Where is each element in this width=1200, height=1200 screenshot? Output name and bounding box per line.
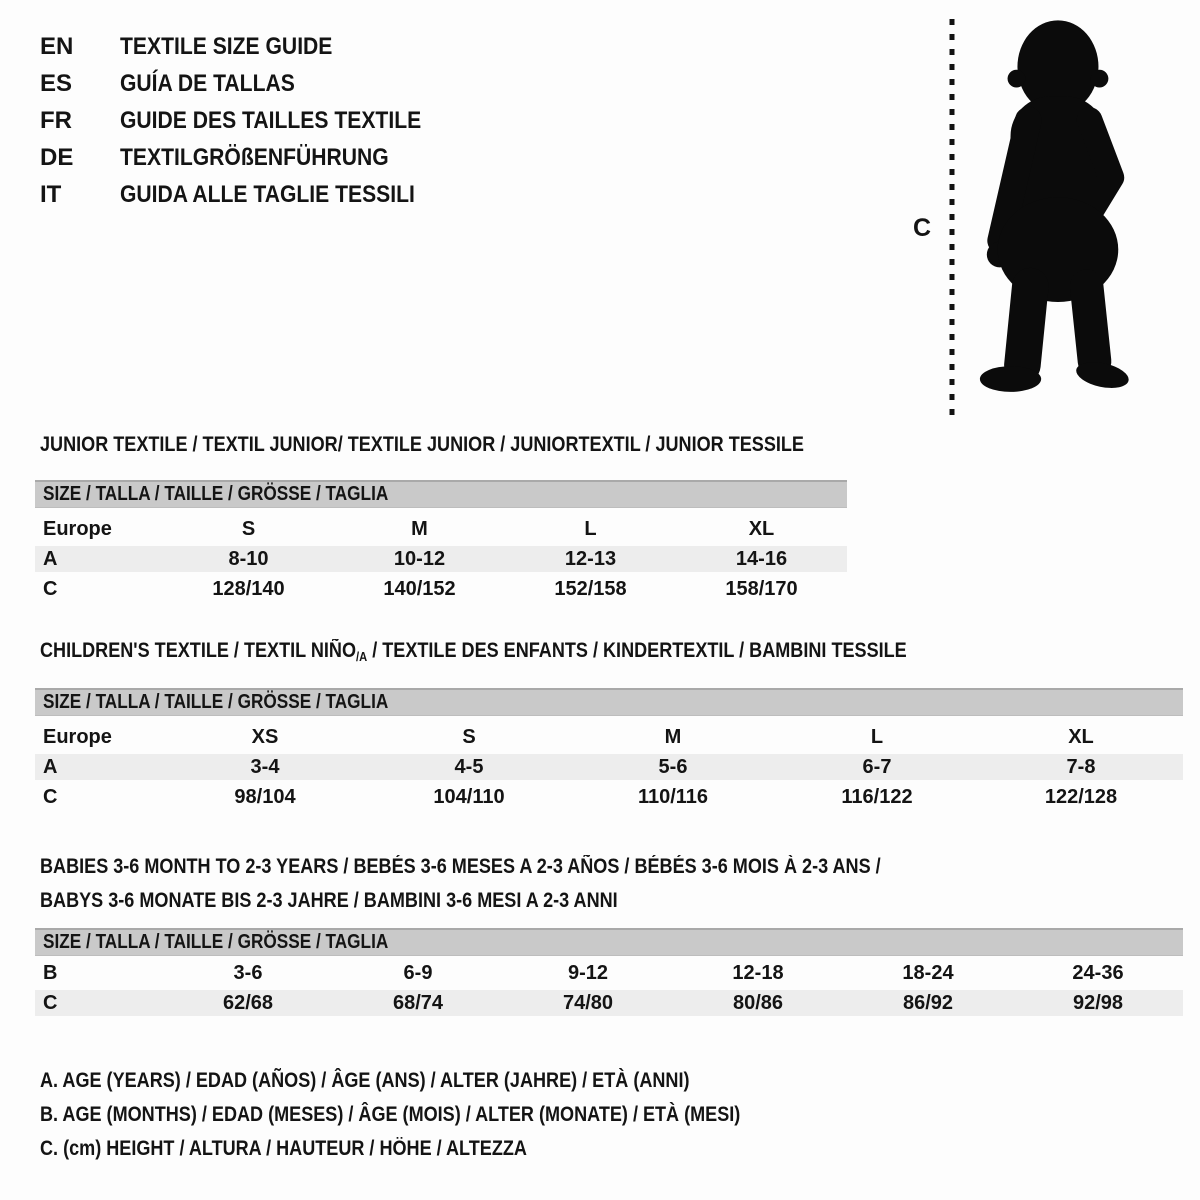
height-value: 92/98 <box>1072 991 1124 1014</box>
legend-text: C. (cm) HEIGHT / ALTURA / HAUTEUR / HÖHE / ALTEZZA <box>40 1137 527 1160</box>
language-title <box>120 107 462 135</box>
age-months-value: 18-24 <box>902 961 954 984</box>
row-label: C <box>43 577 58 600</box>
age-value: 5-6 <box>658 755 688 778</box>
height-value: 86/92 <box>902 991 954 1014</box>
toddler-silhouette-icon <box>971 14 1139 416</box>
language-title <box>120 181 455 209</box>
height-value: 140/152 <box>383 577 456 600</box>
size-header-bar <box>35 928 1183 956</box>
age-months-value: 12-18 <box>732 961 784 984</box>
height-value: 152/158 <box>554 577 627 600</box>
section-babies-textile <box>35 850 1183 1018</box>
age-months-value: 6-9 <box>403 961 433 984</box>
age-value: 12-13 <box>564 547 617 570</box>
language-code: IT <box>40 180 62 208</box>
legend <box>40 1064 854 1166</box>
title-post: / TEXTILE DES ENFANTS / KINDERTEXTIL / BAMBINI TESSILE <box>367 639 907 662</box>
section-title <box>40 640 1183 664</box>
language-row-it <box>40 176 462 213</box>
row-label: B <box>43 961 58 984</box>
section-junior-textile <box>35 434 847 604</box>
language-code: FR <box>40 106 72 134</box>
size-column-header: L <box>584 517 597 540</box>
language-title-text: TEXTILGRÖßENFÜHRUNG <box>120 143 389 171</box>
language-row-de <box>40 139 462 176</box>
section-title-line2: BABYS 3-6 MONATE BIS 2-3 JAHRE / BAMBINI 3-6 MESI A 2-3 ANNI <box>40 889 618 912</box>
legend-line-height <box>40 1132 854 1166</box>
legend-text: A. AGE (YEARS) / EDAD (AÑOS) / ÂGE (ANS) / ALTER (JAHRE) / ETÀ (ANNI) <box>40 1069 690 1092</box>
height-value: 128/140 <box>212 577 285 600</box>
row-label: C <box>43 785 58 808</box>
size-header-bar <box>35 688 1183 716</box>
row-label: A <box>43 547 58 570</box>
section-title-text <box>40 640 907 664</box>
height-measure-label: C <box>913 214 932 242</box>
section-title <box>40 850 1183 918</box>
language-title-text: GUÍA DE TALLAS <box>120 69 295 97</box>
age-value: 3-4 <box>250 755 280 778</box>
section-title <box>40 434 847 456</box>
babies-size-table <box>35 958 1183 1018</box>
age-value: 4-5 <box>454 755 484 778</box>
height-value: 158/170 <box>725 577 798 600</box>
legend-text: B. AGE (MONTHS) / EDAD (MESES) / ÂGE (MOIS) / ALTER (MONATE) / ETÀ (MESI) <box>40 1103 741 1126</box>
size-column-header: XL <box>1068 725 1094 748</box>
height-value: 68/74 <box>392 991 444 1014</box>
language-title <box>120 144 425 172</box>
age-value: 7-8 <box>1066 755 1096 778</box>
size-column-header: S <box>241 517 256 540</box>
section-title-line1: BABIES 3-6 MONTH TO 2-3 YEARS / BEBÉS 3-6 MESES A 2-3 AÑOS / BÉBÉS 3-6 MOIS À 2-3 ANS / <box>40 855 881 878</box>
junior-size-table <box>35 514 847 604</box>
size-header-bar <box>35 480 847 508</box>
age-months-value: 9-12 <box>567 961 609 984</box>
language-title <box>120 70 319 98</box>
table-row-age <box>35 544 847 574</box>
age-value: 14-16 <box>735 547 788 570</box>
table-row-age-months <box>35 958 1183 988</box>
size-column-header: L <box>870 725 884 748</box>
language-code: EN <box>40 32 74 60</box>
size-header-text: SIZE / TALLA / TAILLE / GRÖSSE / TAGLIA <box>43 483 389 505</box>
size-header-text: SIZE / TALLA / TAILLE / GRÖSSE / TAGLIA <box>43 931 389 953</box>
region-header-cell: Europe <box>43 725 112 748</box>
table-row-height <box>35 782 1183 812</box>
size-column-header: M <box>411 517 428 540</box>
row-label: C <box>43 991 58 1014</box>
language-row-en <box>40 28 462 65</box>
table-header-row <box>35 514 847 544</box>
height-value: 62/68 <box>222 991 274 1014</box>
height-dashed-line <box>949 16 955 418</box>
height-value: 98/104 <box>234 785 296 808</box>
height-value: 74/80 <box>562 991 614 1014</box>
table-row-height <box>35 574 847 604</box>
table-header-row <box>35 722 1183 752</box>
height-value: 122/128 <box>1044 785 1118 808</box>
legend-line-age-years <box>40 1064 854 1098</box>
children-size-table <box>35 722 1183 812</box>
region-header-cell: Europe <box>43 517 112 540</box>
age-months-value: 3-6 <box>233 961 263 984</box>
language-row-es <box>40 65 462 102</box>
language-code: DE <box>40 143 74 171</box>
age-value: 6-7 <box>862 755 892 778</box>
row-label: A <box>43 755 58 778</box>
table-row-age <box>35 752 1183 782</box>
language-code: ES <box>40 69 73 97</box>
language-title-text: GUIDE DES TAILLES TEXTILE <box>120 106 422 134</box>
section-children-textile <box>35 640 1183 812</box>
table-row-height <box>35 988 1183 1018</box>
size-column-header: XL <box>748 517 775 540</box>
size-column-header: XS <box>251 725 279 748</box>
height-value: 116/122 <box>841 785 913 808</box>
title-subscript: /A <box>356 649 368 664</box>
section-title-text: JUNIOR TEXTILE / TEXTIL JUNIOR/ TEXTILE JUNIOR / JUNIORTEXTIL / JUNIOR TESSILE <box>40 433 804 456</box>
language-title <box>120 33 361 61</box>
age-value: 10-12 <box>393 547 446 570</box>
age-months-value: 24-36 <box>1072 961 1124 984</box>
language-list <box>40 28 462 213</box>
height-value: 110/116 <box>637 785 709 808</box>
language-row-fr <box>40 102 462 139</box>
title-pre: CHILDREN'S TEXTILE / TEXTIL NIÑO <box>40 639 357 662</box>
language-title-text: TEXTILE SIZE GUIDE <box>120 32 333 60</box>
size-column-header: M <box>664 725 682 748</box>
height-value: 80/86 <box>732 991 784 1014</box>
height-figure <box>905 14 1155 420</box>
size-header-text: SIZE / TALLA / TAILLE / GRÖSSE / TAGLIA <box>43 691 389 713</box>
size-column-header: S <box>462 725 476 748</box>
height-value: 104/110 <box>433 785 505 808</box>
language-title-text: GUIDA ALLE TAGLIE TESSILI <box>120 180 415 208</box>
legend-line-age-months <box>40 1098 854 1132</box>
age-value: 8-10 <box>228 547 269 570</box>
